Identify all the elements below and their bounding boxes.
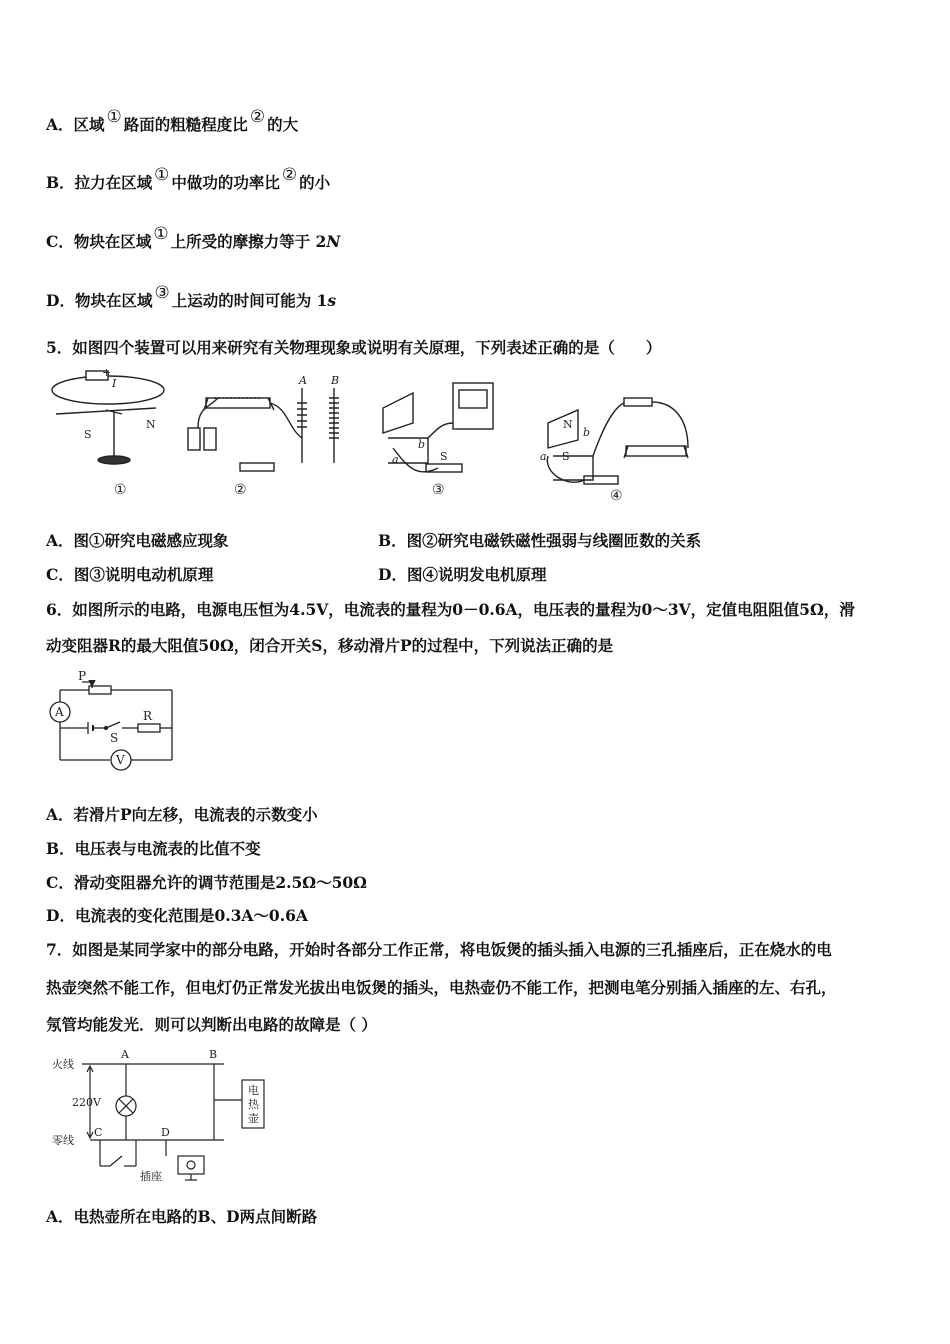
q5-stem: 5．如图四个装置可以用来研究有关物理现象或说明有关原理，下列表述正确的是（ ）: [46, 338, 662, 357]
figure-label-4: ④: [610, 488, 623, 504]
q6-option-c: C．滑动变阻器允许的调节范围是2.5Ω～50Ω: [46, 873, 367, 892]
fig2-b: B: [331, 374, 340, 387]
figure-label-2: ②: [234, 482, 247, 498]
q5-figures: [48, 368, 708, 504]
fig3-b: b: [418, 438, 426, 451]
fig4-south: S: [562, 450, 570, 463]
q6-label-p: P: [78, 669, 87, 683]
voltage-label: 220V: [72, 1096, 101, 1109]
q5-option-a: A．图①研究电磁感应现象: [46, 531, 229, 550]
kettle-char-1: 电: [248, 1084, 259, 1097]
q4-option-d: D．物块在区域 ③ 上运动的时间可能为 1s: [46, 283, 337, 310]
point-b: B: [209, 1048, 218, 1061]
q5-option-d: D．图④说明发电机原理: [378, 565, 547, 584]
q7-stem-line-2: 热壶突然不能工作，但电灯仍正常发光拔出电饭煲的插头，电热壶仍不能工作，把测电笔分别插入插座的左、右孔，: [46, 978, 837, 997]
q6-option-d: D．电流表的变化范围是0.3A～0.6A: [46, 906, 308, 925]
q4-option-b: B．拉力在区域 ① 中做功的功率比 ② 的小: [46, 165, 331, 192]
q4-option-c: C．物块在区域 ① 上所受的摩擦力等于 2N: [46, 224, 341, 251]
q5-option-c: C．图③说明电动机原理: [46, 565, 214, 584]
figure-label-3: ③: [432, 482, 445, 498]
q7-circuit: [44, 1044, 284, 1184]
live-wire-label: 火线: [52, 1058, 74, 1071]
q7-option-a: A．电热壶所在电路的B、D两点间断路: [46, 1207, 318, 1226]
figure-label-1: ①: [114, 482, 127, 498]
q6-option-b: B．电压表与电流表的比值不变: [46, 839, 261, 858]
q4-option-a: A．区域 ① 路面的粗糙程度比 ② 的大: [46, 107, 299, 134]
ammeter-label: A: [55, 705, 64, 719]
q6-label-s: S: [110, 731, 119, 745]
neutral-wire-label: 零线: [52, 1134, 74, 1147]
point-d: D: [161, 1126, 170, 1139]
fig1-plus: +: [102, 368, 112, 379]
q6-stem-line-1: 6．如图所示的电路，电源电压恒为4.5V，电流表的量程为0－0.6A，电压表的量程为0～3V，定值电阻阻值5Ω，滑: [46, 600, 855, 619]
fig3-switch: S: [440, 450, 448, 463]
fig4-north: N: [563, 418, 573, 431]
figure-3-induction: [383, 383, 493, 472]
fig1-current: I: [112, 377, 117, 390]
q5-option-b: B．图②研究电磁铁磁性强弱与线圈匝数的关系: [378, 531, 702, 550]
point-c: C: [94, 1126, 103, 1139]
q6-label-r: R: [143, 709, 153, 723]
kettle-char-2: 热: [248, 1098, 259, 1111]
kettle-char-3: 壶: [248, 1112, 259, 1125]
q6-circuit: [44, 668, 184, 778]
fig4-a: a: [540, 450, 547, 463]
socket-box: [178, 1156, 204, 1174]
fig2-a: A: [299, 374, 307, 387]
voltmeter-label: V: [116, 753, 125, 767]
figure-4-motor: [547, 398, 688, 484]
q6-option-a: A．若滑片P向左移，电流表的示数变小: [46, 805, 318, 824]
figure-2-electromagnets: [188, 388, 339, 471]
fig1-south: S: [84, 428, 92, 441]
fig3-a: a: [392, 453, 399, 466]
q7-stem-line-3: 氖管均能发光．则可以判断出电路的故障是（ ）: [46, 1015, 377, 1034]
q7-stem-line-1: 7．如图是某同学家中的部分电路，开始时各部分工作正常，将电饭煲的插头插入电源的三孔插座后，正在烧水的电: [46, 940, 832, 959]
socket-label: 插座: [140, 1170, 162, 1183]
point-a: A: [121, 1048, 129, 1061]
q6-stem-line-2: 动变阻器R的最大阻值50Ω，闭合开关S，移动滑片P的过程中，下列说法正确的是: [46, 636, 614, 655]
fig1-north: N: [146, 418, 156, 431]
fig4-b: b: [583, 426, 591, 439]
